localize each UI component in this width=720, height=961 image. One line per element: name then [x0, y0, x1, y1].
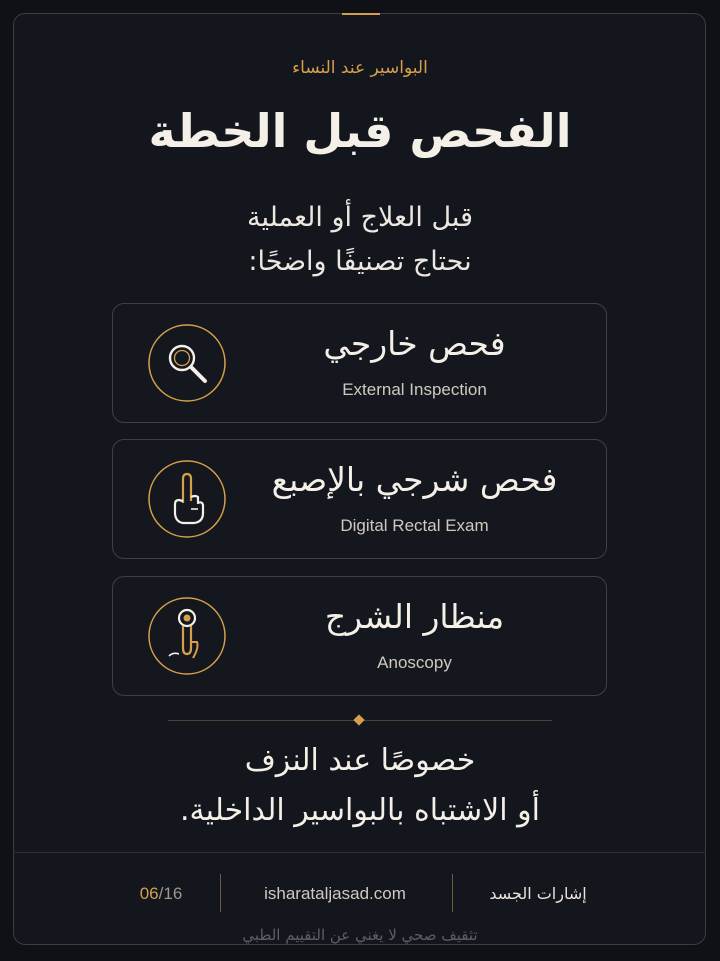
closing-text — [0, 736, 720, 836]
card-subtitle-en: External Inspection — [342, 380, 487, 399]
card-digital-rectal-exam — [112, 439, 607, 559]
card-subtitle-en: Digital Rectal Exam — [340, 516, 489, 535]
card-title-ar: منظار الشرج — [324, 597, 505, 636]
footer-separator — [220, 874, 221, 912]
footer-separator — [452, 874, 453, 912]
closing-line-1: خصوصًا عند النزف — [244, 743, 476, 778]
page-title: الفحص قبل الخطة — [148, 104, 572, 158]
closing-line-2: أو الاشتباه بالبواسير الداخلية. — [180, 793, 540, 828]
card-external-inspection — [112, 303, 607, 423]
intro-line-2: نحتاج تصنيفًا واضحًا: — [248, 246, 472, 277]
intro-line-1: قبل العلاج أو العملية — [246, 202, 473, 233]
card-title-ar: فحص خارجي — [323, 324, 506, 363]
finger-icon — [147, 459, 227, 539]
magnifier-icon — [147, 323, 227, 403]
page-current: 06 — [139, 884, 159, 903]
footer-brand: إشارات الجسد — [489, 884, 587, 903]
eyebrow-label: البواسير عند النساء — [292, 58, 428, 78]
anoscope-icon — [147, 596, 227, 676]
footer-website-link[interactable]: isharataljasad.com — [264, 884, 406, 903]
footer-divider — [13, 852, 706, 853]
intro-text — [0, 196, 720, 284]
disclaimer-text: تثقيف صحي لا يغني عن التقييم الطبي — [242, 926, 478, 944]
card-title-ar: فحص شرجي بالإصبع — [271, 460, 558, 499]
page-total: /16 — [158, 884, 183, 903]
page-indicator — [118, 884, 204, 904]
card-anoscopy — [112, 576, 607, 696]
top-accent-bar — [342, 13, 380, 15]
card-subtitle-en: Anoscopy — [377, 653, 452, 672]
